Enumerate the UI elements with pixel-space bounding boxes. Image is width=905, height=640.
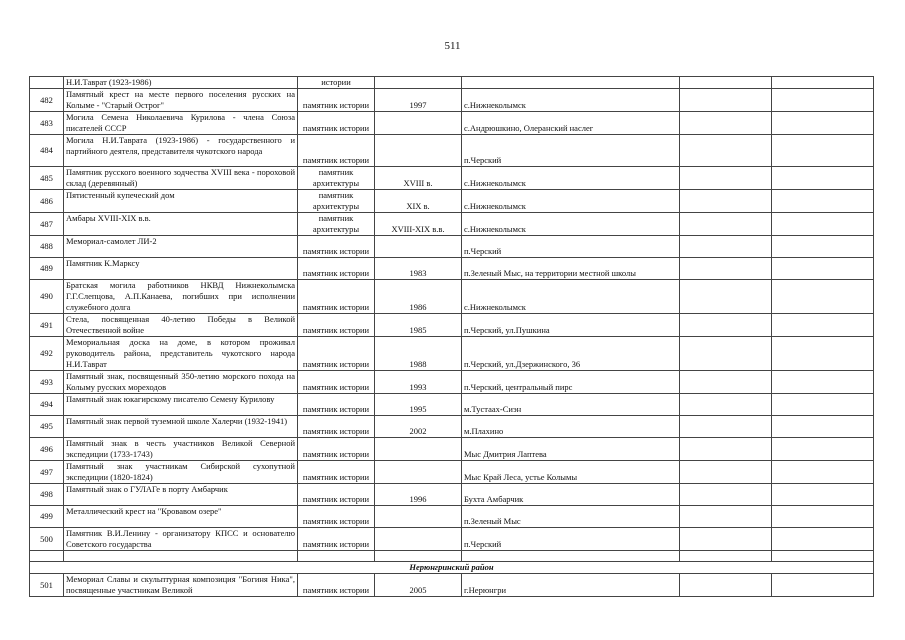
monument-type: памятник истории: [298, 135, 375, 167]
empty-cell: [772, 167, 874, 190]
empty-cell: [680, 394, 772, 416]
row-number: 487: [30, 213, 64, 236]
empty-cell: [680, 89, 772, 112]
monument-type: памятник истории: [298, 89, 375, 112]
monument-type: памятник истории: [298, 438, 375, 461]
monument-name: Памятный знак первой туземной школе Халерчи (1932-1941): [64, 416, 298, 438]
monument-year: 1988: [375, 337, 462, 371]
row-number: 498: [30, 484, 64, 506]
empty-cell: [772, 371, 874, 394]
table-row: [30, 190, 874, 213]
monument-type: памятник истории: [298, 280, 375, 314]
row-number: 497: [30, 461, 64, 484]
monument-type: памятник истории: [298, 258, 375, 280]
monument-year: 1993: [375, 371, 462, 394]
monument-type: памятник истории: [298, 528, 375, 551]
monument-year: 1983: [375, 258, 462, 280]
monument-name: Памятный знак юкагирскому писателю Семену Курилову: [64, 394, 298, 416]
row-number: 484: [30, 135, 64, 167]
monument-location: с.Нижнеколымск: [462, 213, 680, 236]
empty-cell: [772, 484, 874, 506]
monument-location: [462, 551, 680, 562]
empty-cell: [680, 77, 772, 89]
empty-cell: [772, 438, 874, 461]
page-number: 511: [444, 40, 461, 52]
empty-cell: [772, 89, 874, 112]
district-name: Нерюнгринский район: [30, 562, 874, 574]
monument-name: Памятный крест на месте первого поселения русских на Колыме - "Старый Острог": [64, 89, 298, 112]
row-number: 488: [30, 236, 64, 258]
monument-location: с.Андрюшкино, Олеранский наслег: [462, 112, 680, 135]
empty-cell: [680, 484, 772, 506]
empty-cell: [772, 213, 874, 236]
empty-cell: [680, 528, 772, 551]
district-header-row: [30, 562, 874, 574]
monument-name: Амбары XVIII-XIX в.в.: [64, 213, 298, 236]
monument-type: памятник истории: [298, 236, 375, 258]
monument-name: Памятный знак о ГУЛАГе в порту Амбарчик: [64, 484, 298, 506]
monument-year: XVIII-XIX в.в.: [375, 213, 462, 236]
row-number: 491: [30, 314, 64, 337]
monument-year: 2005: [375, 574, 462, 597]
monument-year: [375, 112, 462, 135]
empty-cell: [680, 236, 772, 258]
monument-location: Мыс Край Леса, устье Колымы: [462, 461, 680, 484]
row-number: 500: [30, 528, 64, 551]
monument-name: Памятный знак участникам Сибирской сухопутной экспедиции (1820-1824): [64, 461, 298, 484]
monument-location: Мыс Дмитрия Лаптева: [462, 438, 680, 461]
monument-year: 1997: [375, 89, 462, 112]
monument-location: п.Черский: [462, 135, 680, 167]
table-row: [30, 77, 874, 89]
table-row: [30, 280, 874, 314]
monument-type: памятник истории: [298, 461, 375, 484]
empty-cell: [680, 190, 772, 213]
row-number: 494: [30, 394, 64, 416]
empty-cell: [680, 551, 772, 562]
monument-year: 1986: [375, 280, 462, 314]
empty-cell: [772, 258, 874, 280]
monument-year: [375, 77, 462, 89]
monument-location: с.Нижнеколымск: [462, 89, 680, 112]
monument-location: м.Тустаах-Сиэн: [462, 394, 680, 416]
monument-location: с.Нижнеколымск: [462, 190, 680, 213]
table-row: [30, 506, 874, 528]
monument-location: п.Черский: [462, 236, 680, 258]
monument-type: памятник архитектуры: [298, 213, 375, 236]
empty-cell: [772, 135, 874, 167]
monument-name: Памятник В.И.Ленину - организатору КПСС и основателю Советского государства: [64, 528, 298, 551]
empty-cell: [680, 314, 772, 337]
monument-name: Памятник К.Марксу: [64, 258, 298, 280]
monument-type: памятник архитектуры: [298, 190, 375, 213]
monument-name: Мемориальная доска на доме, в котором проживал руководитель района, представитель чукотского народа Н.И.Таврат: [64, 337, 298, 371]
monument-year: [375, 528, 462, 551]
monument-type: памятник истории: [298, 314, 375, 337]
monument-year: 1985: [375, 314, 462, 337]
row-number: 489: [30, 258, 64, 280]
empty-cell: [680, 280, 772, 314]
monument-location: м.Плахино: [462, 416, 680, 438]
monument-name: Пятистенный купеческий дом: [64, 190, 298, 213]
empty-cell: [680, 461, 772, 484]
monument-location: г.Нерюнгри: [462, 574, 680, 597]
empty-cell: [680, 213, 772, 236]
monument-year: [375, 551, 462, 562]
empty-cell: [772, 528, 874, 551]
row-number: 492: [30, 337, 64, 371]
empty-cell: [680, 112, 772, 135]
row-number: 501: [30, 574, 64, 597]
row-number: 493: [30, 371, 64, 394]
monument-type: памятник истории: [298, 371, 375, 394]
monuments-table: [29, 76, 874, 597]
monument-type: памятник истории: [298, 416, 375, 438]
empty-cell: [772, 416, 874, 438]
monument-location: п.Черский, ул.Пушкина: [462, 314, 680, 337]
table-row: [30, 394, 874, 416]
monument-location: п.Зеленый Мыс, на территории местной школы: [462, 258, 680, 280]
monument-location: п.Зеленый Мыс: [462, 506, 680, 528]
monument-location: с.Нижнеколымск: [462, 280, 680, 314]
monument-type: памятник архитектуры: [298, 167, 375, 190]
empty-cell: [680, 574, 772, 597]
monument-location: п.Черский, ул.Дзержинского, 36: [462, 337, 680, 371]
monument-year: XVIII в.: [375, 167, 462, 190]
row-number: 482: [30, 89, 64, 112]
table-row: [30, 89, 874, 112]
empty-cell: [680, 371, 772, 394]
empty-cell: [772, 394, 874, 416]
row-number: [30, 551, 64, 562]
monument-year: [375, 236, 462, 258]
empty-cell: [680, 135, 772, 167]
monument-name: Памятный знак, посвященный 350-летию морского похода на Колыму русских мореходов: [64, 371, 298, 394]
monument-name: Могила Семена Николаевича Курилова - члена Союза писателей СССР: [64, 112, 298, 135]
empty-cell: [680, 506, 772, 528]
monument-type: [298, 551, 375, 562]
row-number: 495: [30, 416, 64, 438]
row-number: 483: [30, 112, 64, 135]
table-row: [30, 438, 874, 461]
table-row: [30, 112, 874, 135]
monument-year: [375, 438, 462, 461]
table-row: [30, 416, 874, 438]
empty-cell: [772, 77, 874, 89]
empty-cell: [772, 574, 874, 597]
monument-name: [64, 551, 298, 562]
empty-cell: [680, 258, 772, 280]
row-number: 486: [30, 190, 64, 213]
row-number: [30, 77, 64, 89]
monument-type: памятник истории: [298, 112, 375, 135]
table-row: [30, 484, 874, 506]
empty-cell: [772, 461, 874, 484]
monument-type: памятник истории: [298, 337, 375, 371]
table-row: [30, 528, 874, 551]
monument-name: Братская могила работников НКВД Нижнеколымска Г.Г.Слепцова, А.П.Канаева, погибших при исполнении служебного долга: [64, 280, 298, 314]
table-row: [30, 258, 874, 280]
monument-name: Стела, посвященная 40-летию Победы в Великой Отечественной войне: [64, 314, 298, 337]
empty-cell: [772, 280, 874, 314]
monument-type: истории: [298, 77, 375, 89]
monument-location: с.Нижнеколымск: [462, 167, 680, 190]
monument-year: [375, 135, 462, 167]
monument-year: [375, 506, 462, 528]
table-row: [30, 371, 874, 394]
monument-name: Металлический крест на "Кровавом озере": [64, 506, 298, 528]
monument-name: Памятный знак в честь участников Великой Северной экспедиции (1733-1743): [64, 438, 298, 461]
monument-type: памятник истории: [298, 506, 375, 528]
empty-cell: [772, 551, 874, 562]
table-row: [30, 551, 874, 562]
row-number: 490: [30, 280, 64, 314]
table-row: [30, 236, 874, 258]
table-row: [30, 314, 874, 337]
table-row: [30, 337, 874, 371]
monument-location: [462, 77, 680, 89]
empty-cell: [680, 438, 772, 461]
monument-year: XIX в.: [375, 190, 462, 213]
empty-cell: [680, 337, 772, 371]
monument-year: 2002: [375, 416, 462, 438]
monument-year: 1996: [375, 484, 462, 506]
table-row: [30, 135, 874, 167]
table-row: [30, 167, 874, 190]
row-number: 485: [30, 167, 64, 190]
monument-location: Бухта Амбарчик: [462, 484, 680, 506]
monument-year: [375, 461, 462, 484]
empty-cell: [680, 167, 772, 190]
table-row: [30, 574, 874, 597]
table-row: [30, 461, 874, 484]
monument-location: п.Черский, центральный пирс: [462, 371, 680, 394]
monument-type: памятник истории: [298, 484, 375, 506]
empty-cell: [772, 506, 874, 528]
empty-cell: [772, 236, 874, 258]
table-row: [30, 213, 874, 236]
monument-year: 1995: [375, 394, 462, 416]
monument-name: Памятник русского военного зодчества XVIII века - пороховой склад (деревянный): [64, 167, 298, 190]
empty-cell: [772, 112, 874, 135]
monument-location: п.Черский: [462, 528, 680, 551]
row-number: 496: [30, 438, 64, 461]
monument-name: Н.И.Таврат (1923-1986): [64, 77, 298, 89]
monument-name: Мемориал-самолет ЛИ-2: [64, 236, 298, 258]
monument-type: памятник истории: [298, 574, 375, 597]
monument-type: памятник истории: [298, 394, 375, 416]
empty-cell: [772, 190, 874, 213]
empty-cell: [772, 337, 874, 371]
monument-name: Могила Н.И.Таврата (1923-1986) - государственного и партийного деятеля, представителя чукотского народа: [64, 135, 298, 167]
empty-cell: [680, 416, 772, 438]
monument-name: Мемориал Славы и скульптурная композиция "Богиня Ника", посвященные участникам Великой: [64, 574, 298, 597]
empty-cell: [772, 314, 874, 337]
row-number: 499: [30, 506, 64, 528]
